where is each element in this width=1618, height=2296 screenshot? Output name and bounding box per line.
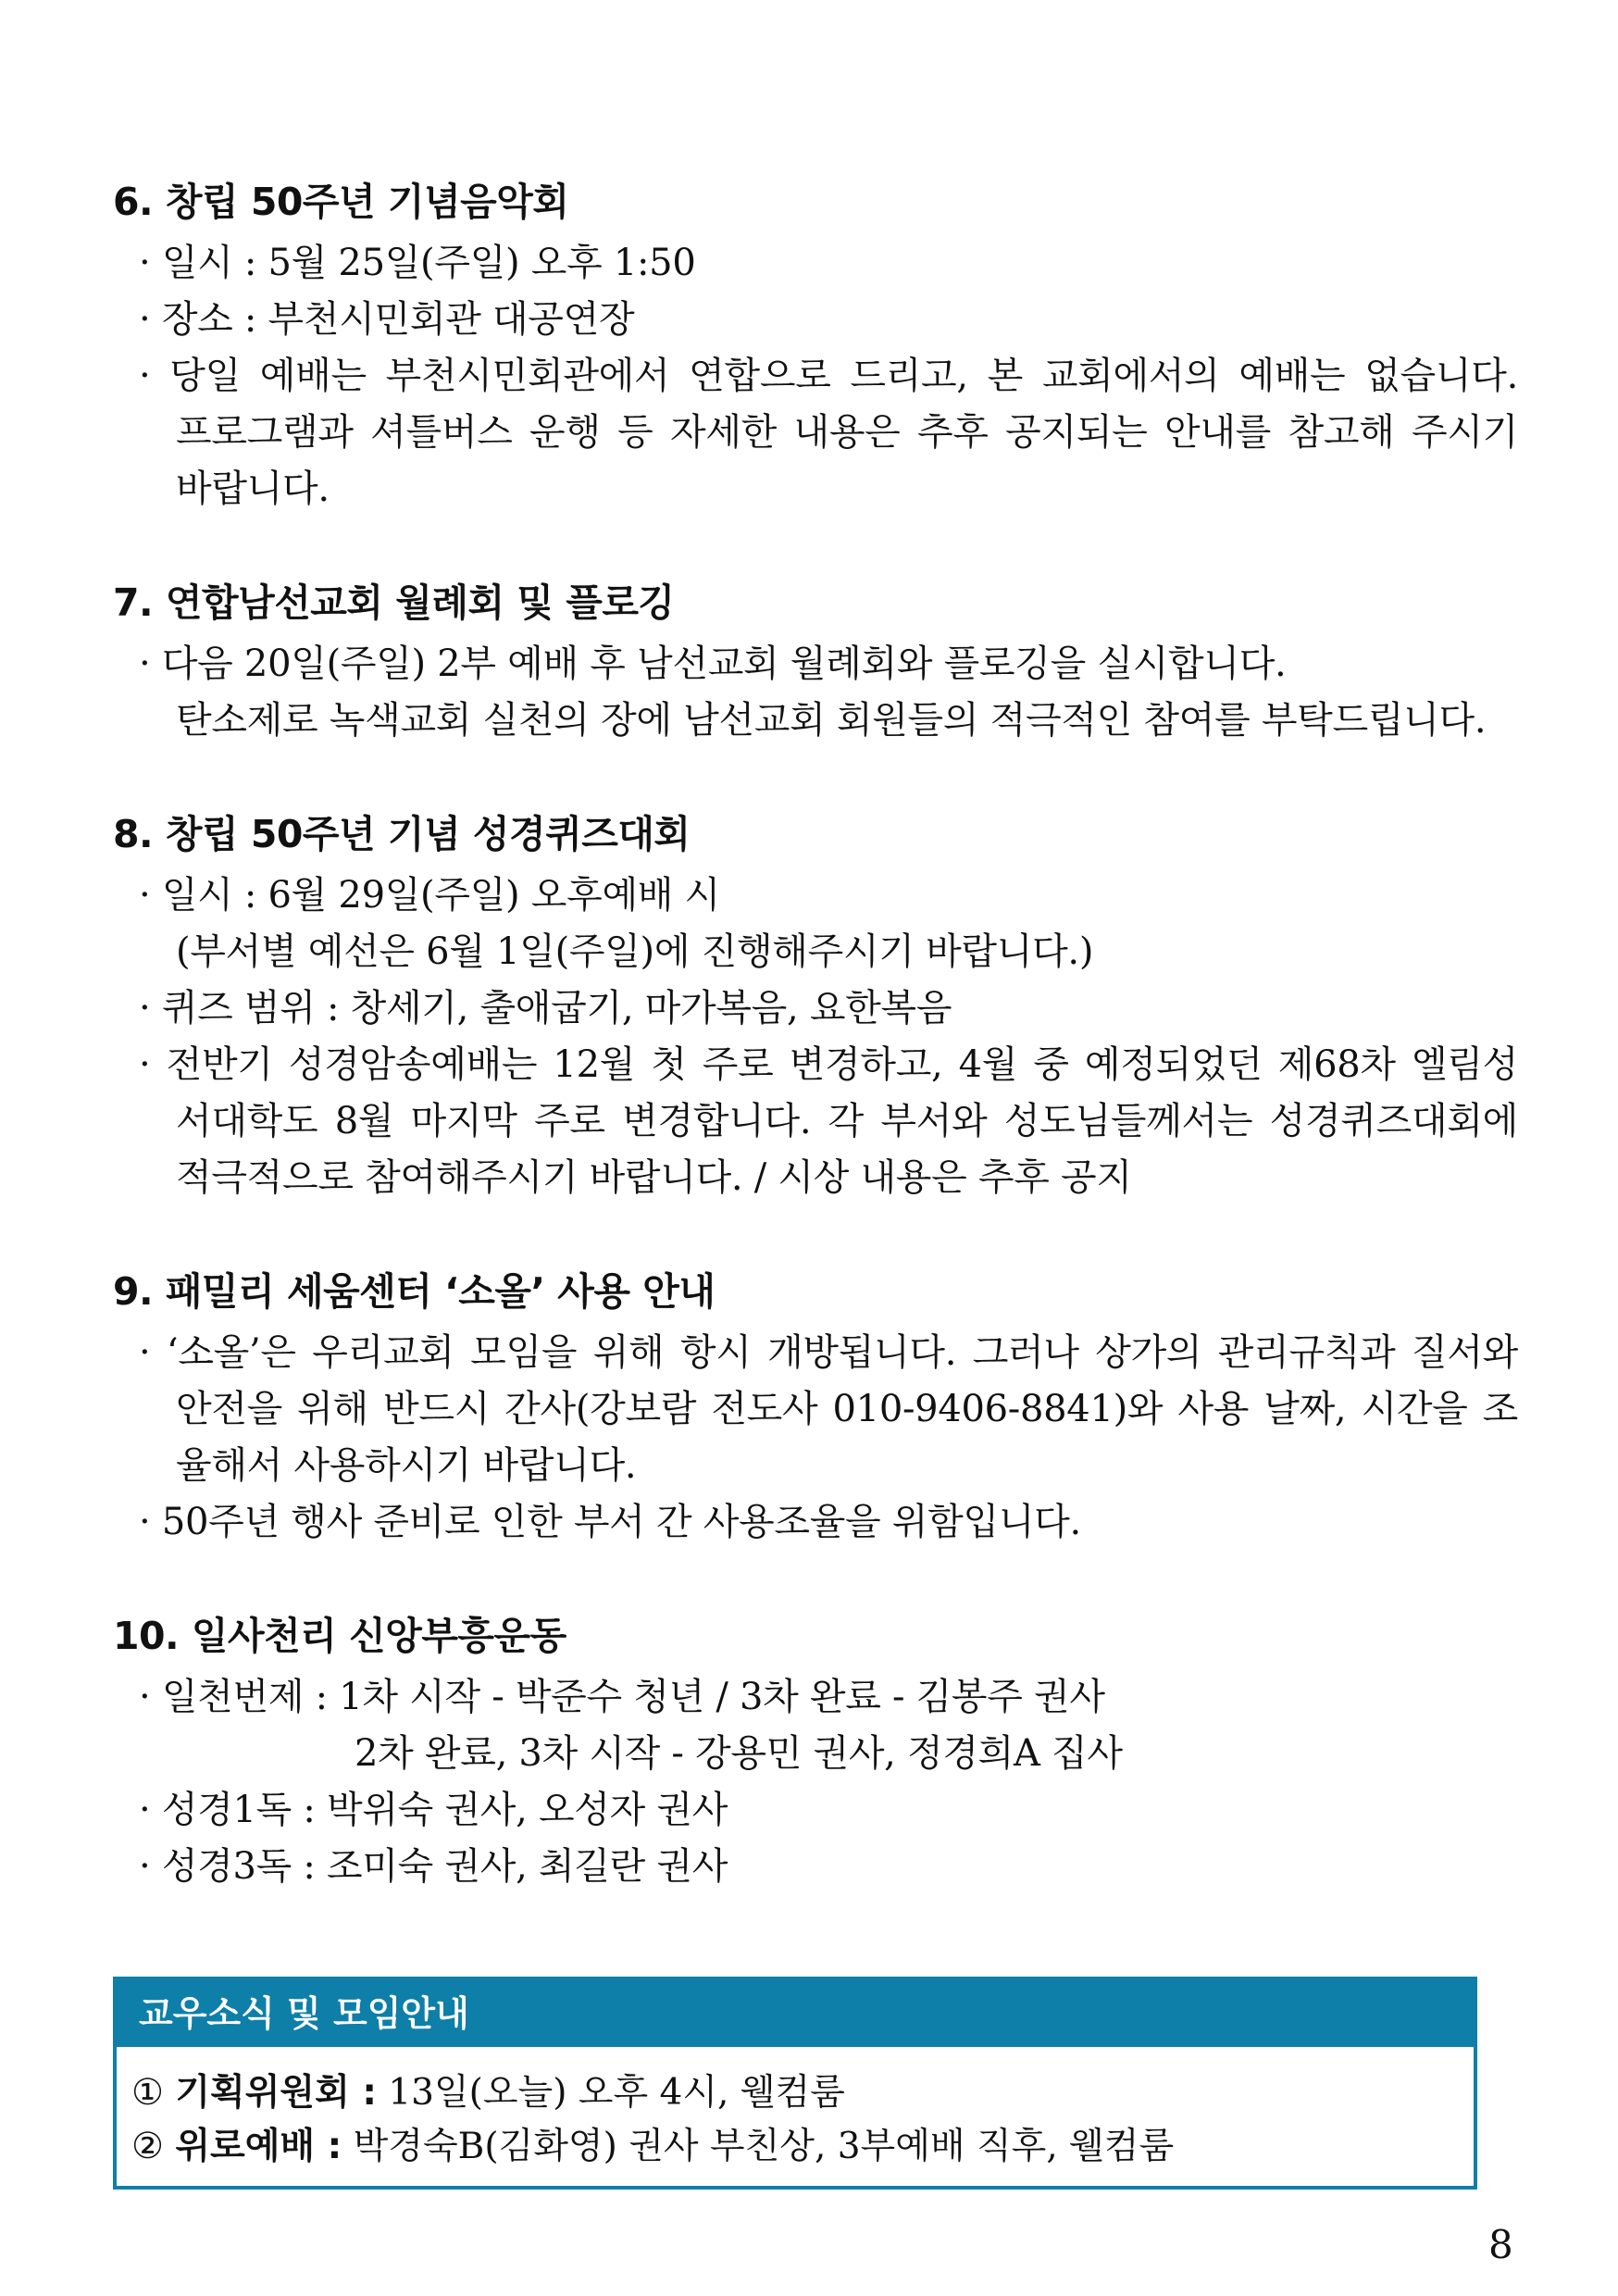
news-box-title: 교우소식 및 모임안내 (117, 1980, 1474, 2047)
section-9-line-3: 율해서 사용하시기 바랍니다. (176, 1444, 637, 1487)
page-number: 8 (1488, 2222, 1513, 2267)
section-10-title: 10. 일사천리 신앙부흥운동 (113, 1614, 566, 1658)
section-8-range: · 퀴즈 범위 : 창세기, 출애굽기, 마가복음, 요한복음 (139, 987, 952, 1029)
news-item-1-text: 13일(오늘) 오후 4시, 웰컴룸 (388, 2072, 845, 2114)
news-item-2-text: 박경숙B(김화영) 권사 부친상, 3부예배 직후, 웰컴룸 (353, 2126, 1175, 2167)
section-6-title: 6. 창립 50주년 기념음악회 (113, 180, 569, 224)
section-7-line-1: · 다음 20일(주일) 2부 예배 후 남선교회 월례회와 플로깅을 실시합니다. (139, 643, 1287, 685)
news-item-2-number: ② (131, 2126, 164, 2167)
section-6-place: · 장소 : 부천시민회관 대공연장 (139, 298, 635, 341)
news-item-2 (131, 2117, 1174, 2169)
section-8-change-cont: 서대학도 8월 마지막 주로 변경합니다. 각 부서와 성도님들께서는 성경퀴즈대회에 (176, 1100, 1518, 1142)
section-6-note-end: 바랍니다. (176, 468, 330, 510)
news-item-1-label: 기획위원회 : (175, 2072, 377, 2114)
section-8-change-end: 적극적으로 참여해주시기 바랍니다. / 시상 내용은 추후 공지 (176, 1156, 1132, 1199)
section-6-note-cont: 프로그램과 셔틀버스 운행 등 자세한 내용은 추후 공지되는 안내를 참고해 주시기 (176, 411, 1518, 454)
section-7-title: 7. 연합남선교회 월례회 및 플로깅 (113, 580, 675, 625)
section-9-line-4: · 50주년 행사 준비로 인한 부서 간 사용조율을 위함입니다. (139, 1501, 1081, 1543)
section-10-bible-3: · 성경3독 : 조미숙 권사, 최길란 권사 (139, 1845, 728, 1888)
section-8-date: · 일시 : 6월 29일(주일) 오후예배 시 (139, 874, 720, 917)
section-10-offering-cont: 2차 완료, 3차 시작 - 강용민 권사, 정경희A 집사 (355, 1732, 1123, 1775)
news-item-1-number: ① (131, 2072, 164, 2114)
section-9-line-1: · ‘소올’은 우리교회 모임을 위해 항시 개방됩니다. 그러나 상가의 관리규칙과 질서와 (139, 1331, 1518, 1374)
section-8-title: 8. 창립 50주년 기념 성경퀴즈대회 (113, 812, 691, 856)
section-9-line-2: 안전을 위해 반드시 간사(강보람 전도사 010-9406-8841)와 사용 날짜, 시간을 조 (176, 1388, 1518, 1430)
section-6-date: · 일시 : 5월 25일(주일) 오후 1:50 (139, 242, 696, 284)
section-8-preliminary: (부서별 예선은 6월 1일(주일)에 진행해주시기 바랍니다.) (176, 930, 1094, 973)
section-7-line-2: 탄소제로 녹색교회 실천의 장에 남선교회 회원들의 적극적인 참여를 부탁드립니다. (176, 699, 1487, 742)
section-8-change: · 전반기 성경암송예배는 12월 첫 주로 변경하고, 4월 중 예정되었던 제68차 엘림성 (139, 1043, 1518, 1086)
section-10-bible-1: · 성경1독 : 박위숙 권사, 오성자 권사 (139, 1789, 728, 1831)
news-item-1 (131, 2064, 845, 2115)
section-6-note: · 당일 예배는 부천시민회관에서 연합으로 드리고, 본 교회에서의 예배는 없습니다. (139, 355, 1518, 397)
section-10-offering: · 일천번제 : 1차 시작 - 박준수 청년 / 3차 완료 - 김봉주 권사 (139, 1676, 1105, 1718)
section-9-title: 9. 패밀리 세움센터 ‘소올’ 사용 안내 (113, 1269, 716, 1314)
news-item-2-label: 위로예배 : (175, 2126, 342, 2167)
news-box (113, 1977, 1477, 2190)
